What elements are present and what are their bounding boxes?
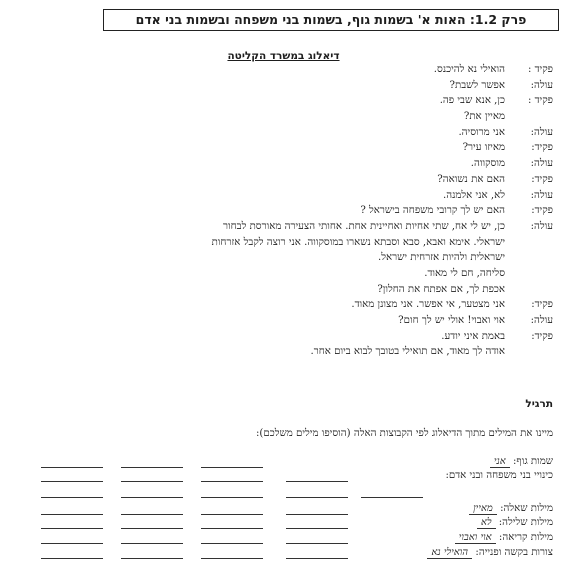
exercise-label	[469, 503, 553, 514]
handwritten-answer: הואילי נא	[427, 547, 472, 559]
dialog-text: אפשר לשבת?	[449, 79, 505, 91]
exercise-label-text: מילות שלילה:	[498, 517, 553, 528]
blank-line[interactable]	[41, 497, 103, 498]
dialog-line	[13, 266, 553, 282]
dialog-text: מוסקווה.	[470, 158, 505, 170]
blank-line[interactable]	[286, 528, 348, 529]
dialog-line	[13, 188, 553, 204]
exercise-row	[13, 547, 553, 561]
exercise-row	[13, 456, 553, 470]
dialog-line	[13, 313, 553, 329]
blank-line[interactable]	[41, 543, 103, 544]
speaker-label: פקיד :	[527, 64, 553, 75]
dialog-line	[13, 297, 553, 313]
speaker-label: עולה:	[530, 220, 553, 232]
exercise-label-text: צורות בקשה ופנייה:	[475, 547, 553, 558]
blank-line[interactable]	[41, 558, 103, 559]
dialog-section	[13, 62, 553, 360]
blank-line[interactable]	[201, 514, 263, 515]
speaker-label: פקיד:	[531, 330, 553, 342]
exercise-row	[13, 470, 553, 484]
blank-line[interactable]	[41, 467, 103, 468]
dialog-text: ישראלי. אימא ואבא, סבא וסבתא נשארו במוסקווה. אני רוצה לקבל אזרחות	[211, 236, 505, 248]
dialog-text: מאיזו עיר?	[462, 142, 505, 154]
speaker-label: פקיד:	[531, 299, 553, 311]
blank-line[interactable]	[41, 514, 103, 515]
chapter-heading: פרק 1.2: האות א' בשמות גוף, בשמות בני משפחה ובשמות בני אדם	[135, 12, 527, 27]
exercise-label-text: מילות קריאה:	[498, 532, 553, 543]
dialog-line	[13, 140, 553, 156]
exercise-title: תרגיל	[525, 398, 553, 410]
dialog-line	[13, 156, 553, 172]
exercise-label	[477, 517, 553, 528]
dialog-text: כן, יש לי אח, שתי אחיות ואחיינית אחת. אחותי הצעירה מאורסת לבחור	[223, 220, 505, 232]
dialog-line	[13, 62, 553, 78]
handwritten-answer: אני	[490, 456, 510, 468]
exercise-label: כינויי בני משפחה ובני אדם:	[445, 470, 553, 481]
speaker-label: עולה:	[530, 79, 553, 91]
blank-line[interactable]	[121, 543, 183, 544]
blank-line[interactable]	[201, 497, 263, 498]
speaker-label: עולה:	[530, 126, 553, 138]
blank-line[interactable]	[121, 467, 183, 468]
blank-line[interactable]	[121, 528, 183, 529]
blank-line[interactable]	[201, 558, 263, 559]
dialog-text: האם יש לך קרובי משפחה בישראל ?	[360, 205, 505, 217]
blank-line[interactable]	[121, 558, 183, 559]
speaker-label: פקיד :	[527, 95, 553, 107]
dialog-text: אודה לך מאוד, אם תואילי בטובך לבוא ביום אחר.	[310, 346, 505, 358]
dialog-text: הואילי נא להיכנס.	[433, 64, 505, 75]
dialog-text: אני מצטער, אי אפשר. אני מצונן מאוד.	[351, 299, 505, 311]
speaker-label: פקיד:	[531, 142, 553, 154]
exercise-label-text: שמות גוף:	[513, 456, 553, 467]
blank-line[interactable]	[201, 528, 263, 529]
exercise-label	[455, 532, 553, 543]
dialog-text: סליחה, חם לי מאוד.	[424, 267, 505, 279]
blank-line[interactable]	[286, 543, 348, 544]
dialog-line	[13, 125, 553, 141]
speaker-label: פקיד:	[531, 205, 553, 217]
dialog-text: אוי ואבוי! אולי יש לך חום?	[398, 315, 505, 326]
dialog-line	[13, 93, 553, 109]
handwritten-answer: מאיין	[469, 503, 497, 515]
exercise-row	[13, 486, 553, 500]
speaker-label: עולה:	[530, 158, 553, 170]
blank-line[interactable]	[201, 481, 263, 482]
dialog-line	[13, 219, 553, 235]
exercise-row	[13, 532, 553, 546]
exercise-instruction: מיינו את המילים מתוך הדיאלוג לפי הקבוצות האלה (הוסיפו מילים משלכם):	[256, 428, 553, 439]
blank-line[interactable]	[286, 514, 348, 515]
blank-line[interactable]	[286, 558, 348, 559]
dialog-text: האם את נשואה?	[437, 173, 505, 185]
speaker-label: עולה:	[530, 189, 553, 201]
blank-line[interactable]	[121, 497, 183, 498]
exercise-label	[490, 456, 553, 467]
dialog-line	[13, 344, 553, 360]
dialog-text: אכפת לך, אם אפתח את החלון?	[377, 283, 505, 295]
dialog-text: ישראלית ולהיות אזרחית ישראל.	[378, 252, 505, 264]
dialog-line	[13, 203, 553, 219]
handwritten-answer: לא	[477, 517, 496, 529]
dialog-text: באמת איני יודע.	[441, 330, 505, 342]
dialog-line	[13, 329, 553, 345]
dialog-text: כן, אנא שבי פה.	[439, 95, 505, 107]
speaker-label: עולה:	[530, 315, 553, 326]
blank-line[interactable]	[121, 514, 183, 515]
exercise-row	[13, 503, 553, 517]
dialog-line	[13, 235, 553, 251]
dialog-text: אני מרוסיה.	[458, 126, 505, 138]
blank-line[interactable]	[286, 497, 348, 498]
chapter-heading-box	[103, 9, 559, 31]
dialog-title: דיאלוג במשרד הקליטה	[227, 50, 340, 62]
handwritten-answer: אוי ואבוי	[455, 532, 496, 544]
dialog-line	[13, 78, 553, 94]
dialog-line	[13, 250, 553, 266]
blank-line[interactable]	[361, 497, 423, 498]
blank-line[interactable]	[201, 467, 263, 468]
dialog-text: לא, אני אלמנה.	[442, 189, 505, 201]
blank-line[interactable]	[41, 481, 103, 482]
dialog-text: מאיין את?	[463, 111, 505, 123]
blank-line[interactable]	[201, 543, 263, 544]
exercise-row	[13, 517, 553, 531]
dialog-line	[13, 109, 553, 125]
dialog-line	[13, 282, 553, 298]
blank-line[interactable]	[41, 528, 103, 529]
blank-line[interactable]	[121, 481, 183, 482]
dialog-line	[13, 172, 553, 188]
exercise-label-text: מילות שאלה:	[500, 503, 553, 514]
blank-line[interactable]	[286, 481, 348, 482]
exercise-label	[427, 547, 553, 558]
speaker-label: פקיד:	[531, 173, 553, 185]
